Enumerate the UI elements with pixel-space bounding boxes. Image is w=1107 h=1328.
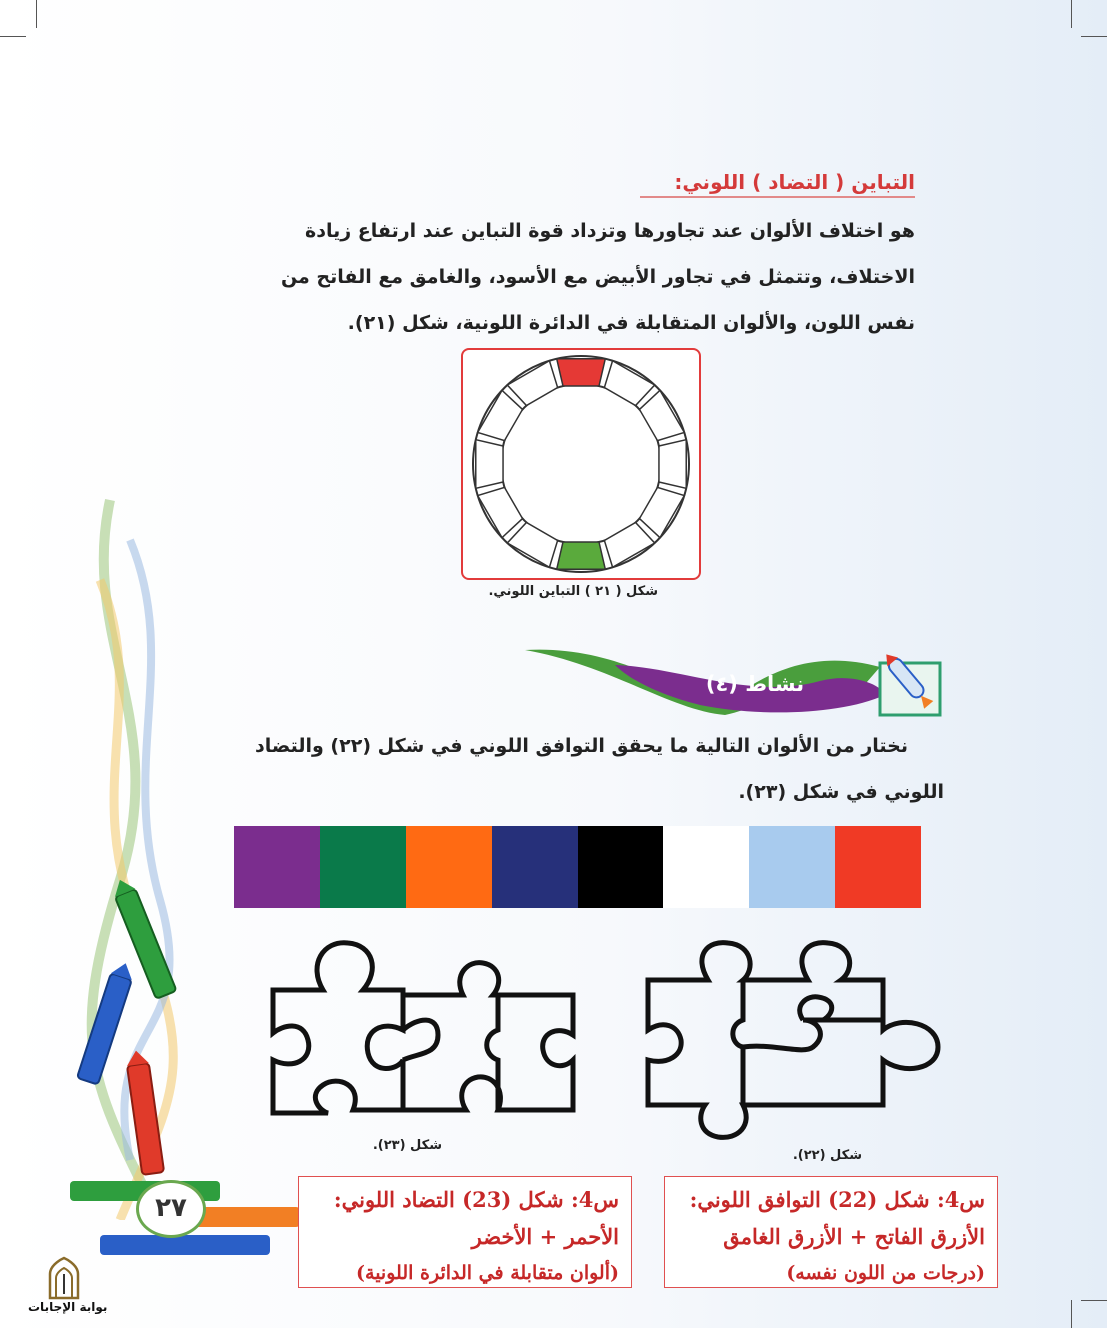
activity-line-1: نختار من الألوان التالية ما يحقق التوافق اللوني في شكل (٢٢) والتضاد [254,735,908,757]
color-palette [234,826,921,908]
crayon-icon [115,1050,175,1180]
activity-line-2: اللوني في شكل (٢٣). [738,781,944,803]
logo-label: بوابة الإجابات [28,1300,108,1314]
wheel-segment [557,359,606,386]
section-title: التباين ( التضاد ) اللوني: [640,170,915,198]
palette-swatch [406,826,492,908]
answer-22-line2: الأزرق الفاتح + الأزرق الغامق [723,1224,985,1249]
answer-23-line3: (ألوان متقابلة في الدائرة اللونية) [356,1262,619,1284]
page-number: ٢٧ [136,1180,206,1238]
logo-icon [44,1256,84,1300]
palette-swatch [835,826,921,908]
figure-21-wheel [461,348,701,580]
palette-swatch [578,826,664,908]
palette-swatch [492,826,578,908]
crop-mark [36,0,37,28]
wheel-segment [476,440,503,489]
answer-22-box [664,1176,998,1288]
crop-mark [1071,1300,1072,1328]
palette-swatch [749,826,835,908]
figure-22-caption: شكل (٢٢). [792,1148,862,1163]
crop-mark [0,36,26,37]
activity-label: نشاط (٤) [705,672,805,696]
figure-21-caption: شكل ( ٢١ ) التباين اللوني. [488,584,658,599]
definition-line-3: نفس اللون، والألوان المتقابلة في الدائرة اللونية، شكل (٢١). [347,312,915,334]
palette-swatch [320,826,406,908]
definition-line-2: الاختلاف، وتتمثل في تجاور الأبيض مع الأسود، والغامق مع الفاتح من [280,266,915,288]
palette-swatch [234,826,320,908]
figure-23-puzzle [268,935,583,1125]
color-wheel [463,350,699,578]
answer-23-line2: الأحمر + الأخضر [471,1224,619,1249]
crop-mark [1071,0,1072,28]
figure-23-caption: شكل (٢٣). [372,1138,442,1153]
wheel-segment [557,542,606,569]
answer-22-question: س4: شكل (22) التوافق اللوني: [689,1187,985,1212]
wheel-segment [659,440,686,489]
crop-mark [1081,1300,1107,1301]
palette-swatch [663,826,749,908]
answer-22-line3: (درجات من اللون نفسه) [786,1262,985,1284]
answer-23-question: س4: شكل (23) التضاد اللوني: [333,1187,619,1212]
figure-22-puzzle [643,935,948,1145]
crop-mark [1081,36,1107,37]
answer-23-box [298,1176,632,1288]
definition-line-1: هو اختلاف الألوان عند تجاورها وتزداد قوة التباين عند ارتفاع زيادة [305,220,915,242]
